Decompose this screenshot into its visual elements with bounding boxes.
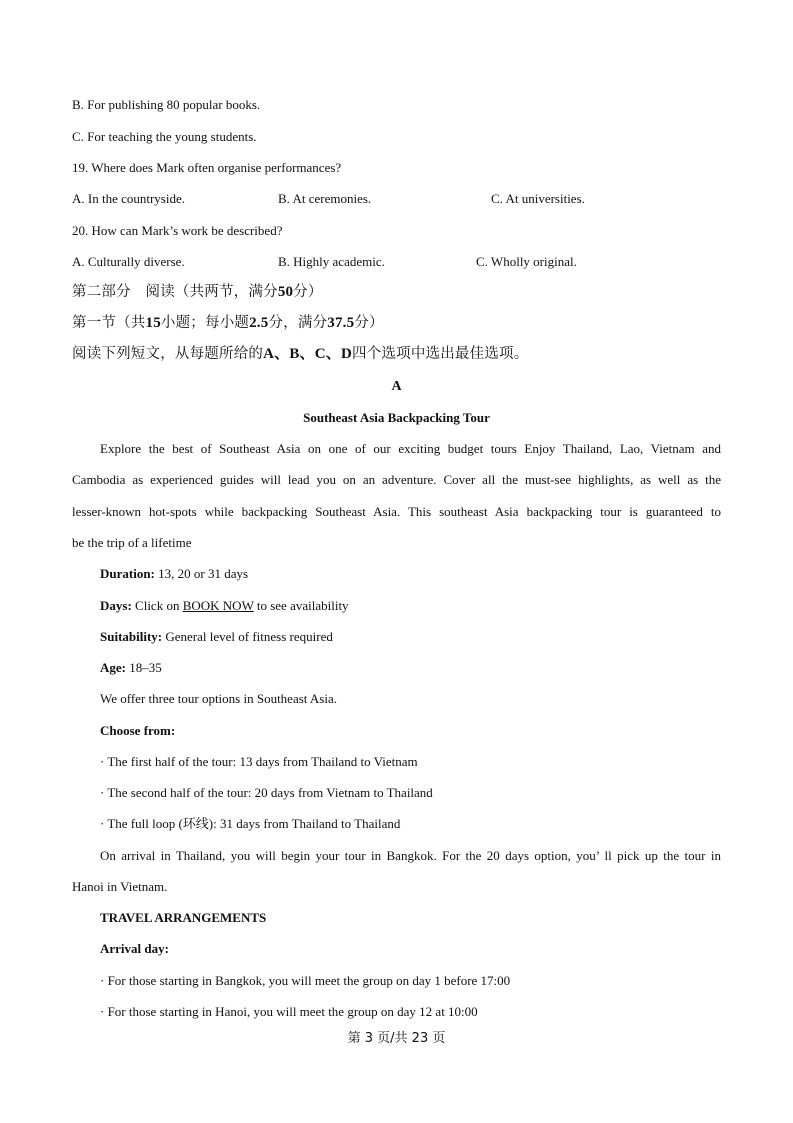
- suitability-line: Suitability: General level of fitness required: [100, 629, 333, 644]
- arrival-line-2: Hanoi in Vietnam.: [72, 879, 168, 894]
- question-19: 19. Where does Mark often organise performances?: [72, 160, 342, 175]
- section-sub-heading: 第一节（共15小题；每小题2.5分，满分37.5分）: [72, 315, 384, 331]
- intro-line-3: lesser-known hot-spots while backpacking Southeast Asia. This southeast Asia backpacking tour is guaranteed to: [72, 504, 721, 519]
- age-line: Age: 18–35: [100, 660, 162, 675]
- option-20b: B. Highly academic.: [278, 254, 385, 269]
- page-footer: 第 3 页/共 23 页: [347, 1031, 446, 1046]
- passage-title: Southeast Asia Backpacking Tour: [303, 410, 490, 425]
- arrival-line-1: On arrival in Thailand, you will begin your tour in Bangkok. For the 20 days option, you’ ll pick up the tour in: [100, 848, 721, 863]
- travel-arrangements-heading: TRAVEL ARRANGEMENTS: [100, 910, 267, 925]
- option-19b: B. At ceremonies.: [278, 191, 372, 206]
- arrival-day-label: Arrival day:: [100, 941, 169, 956]
- option-18b: B. For publishing 80 popular books.: [72, 97, 261, 112]
- intro-line-2: Cambodia as experienced guides will lead you on an adventure. Cover all the must-see highlights, as well as the: [72, 472, 721, 487]
- arrival-item-bangkok: · For those starting in Bangkok, you will meet the group on day 1 before 17:00: [100, 973, 511, 988]
- offer-line: We offer three tour options in Southeast Asia.: [100, 691, 338, 706]
- tour-option-3: · The full loop (环线): 31 days from Thailand to Thailand: [100, 816, 401, 831]
- section-instructions: 阅读下列短文，从每题所给的A、B、C、D四个选项中选出最佳选项。: [72, 346, 529, 362]
- tour-option-2: · The second half of the tour: 20 days from Vietnam to Thailand: [100, 785, 433, 800]
- option-20a: A. Culturally diverse.: [72, 254, 185, 269]
- book-now-link[interactable]: BOOK NOW: [182, 598, 254, 613]
- tour-option-1: · The first half of the tour: 13 days from Thailand to Vietnam: [100, 754, 418, 769]
- passage-letter: A: [391, 379, 402, 394]
- question-20: 20. How can Mark’s work be described?: [72, 223, 283, 238]
- option-18c: C. For teaching the young students.: [72, 129, 257, 144]
- days-line: Days: Click on BOOK NOW to see availability: [100, 598, 349, 613]
- choose-label: Choose from:: [100, 723, 176, 738]
- intro-line-1: Explore the best of Southeast Asia on one of our exciting budget tours Enjoy Thailand, Lao, Vietnam and: [100, 441, 721, 456]
- option-19a: A. In the countryside.: [72, 191, 186, 206]
- section-part-heading: 第二部分 阅读（共两节，满分50分）: [72, 284, 323, 300]
- arrival-item-hanoi: · For those starting in Hanoi, you will meet the group on day 12 at 10:00: [100, 1004, 478, 1019]
- duration-line: Duration: 13, 20 or 31 days: [100, 566, 249, 581]
- intro-line-4: be the trip of a lifetime: [72, 535, 192, 550]
- option-20c: C. Wholly original.: [476, 254, 577, 269]
- option-19c: C. At universities.: [491, 191, 585, 206]
